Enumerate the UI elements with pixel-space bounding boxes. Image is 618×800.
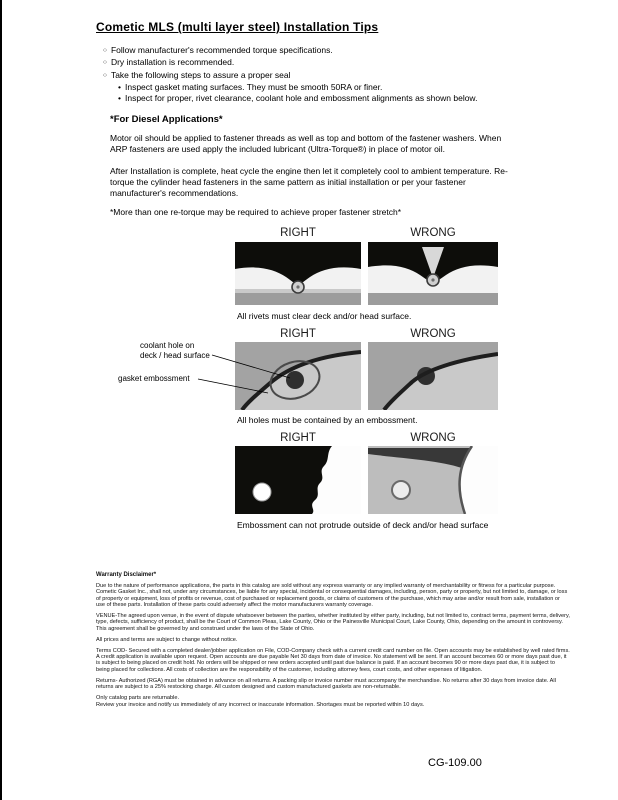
- legal-paragraph: VENUE-The agreed upon venue, in the event of dispute whatsoever between the parties, whether instituted by either party, including, but not limited to, contract terms, payment terms, delivery, type, defects, sufficiency of product, shall be the Court of Common Pleas, Lake County, Ohio or the Painesville Municipal Court, Lake County, Ohio, depending on the amount in controversy. This agreement shall be governed by and construed under the laws of the State of Ohio.: [96, 613, 570, 632]
- embossment-protrude-right-illustration: [235, 446, 361, 514]
- tip-text: Dry installation is recommended.: [110, 57, 235, 68]
- warranty-disclaimer-heading: Warranty Disclaimer*: [96, 572, 157, 578]
- wrong-label-row3: WRONG: [410, 432, 456, 444]
- diesel-paragraph-1: Motor oil should be applied to fastener threads as well as top and bottom of the fastener washers. When ARP fasteners are used apply the included lubricant (Ultra-Torque®) in place of motor oil.: [110, 133, 502, 154]
- diagram-rivet-right-image: [235, 242, 361, 305]
- legal-paragraph: Review your invoice and notify us immediately of any incorrect or inaccurate information. Shortages must be reported within 10 days.: [96, 702, 425, 708]
- annotation-line: deck / head surface: [140, 351, 210, 360]
- diagram-hole-wrong-image: [368, 342, 498, 410]
- retorque-note: *More than one re-torque may be required to achieve proper fastener stretch*: [110, 207, 402, 217]
- legal-paragraph: Terms COD- Secured with a completed dealer/jobber application on File, COD-Company check with a current credit card number on file. Open accounts may be established by well rated firms. A credit application is available upon request. Open accounts are due payable Net 30 days from date of invoice. No statement will be sent. If an account becomes 60 or more days past due, it is subject to being placed on credit hold. No orders will be shipped or new orders accepted until past due balance is paid. If an account becomes 90 or more days past due, it is subject to being placed for collections. All costs of collection are the responsibility of the customer, including attorney fees, court costs, and other expenses of litigation.: [96, 647, 570, 673]
- tip-text: Inspect gasket mating surfaces. They must be smooth 50RA or finer.: [124, 81, 383, 92]
- caption-holes: All holes must be contained by an embossment.: [237, 415, 418, 425]
- legal-section: [96, 572, 570, 713]
- page-title: Cometic MLS (multi layer steel) Installation Tips: [96, 20, 379, 34]
- rivet-clear-wrong-illustration: [368, 242, 498, 305]
- tip-sub-item: [118, 93, 583, 104]
- tip-item: [103, 45, 583, 57]
- diagram-protrude-right-image: [235, 446, 361, 514]
- diagram-rivet-wrong-image: [368, 242, 498, 305]
- legal-paragraph: Only catalog parts are returnable.: [96, 695, 180, 702]
- caption-rivets: All rivets must clear deck and/or head surface.: [237, 311, 412, 321]
- wrong-label-row2: WRONG: [410, 328, 456, 340]
- tip-item: [103, 57, 583, 69]
- diesel-applications-heading: *For Diesel Applications*: [110, 114, 223, 125]
- legal-paragraph: All prices and terms are subject to change without notice.: [96, 636, 238, 643]
- diagram-section: [0, 225, 618, 555]
- caption-protrude: Embossment can not protrude outside of deck and/or head surface: [237, 520, 489, 530]
- legal-paragraph: Returns- Authorized (RGA) must be obtained in advance on all returns. A packing slip or invoice number must accompany the merchandise. No returns after 30 days from invoice date. All returns are subject to a 25% restocking charge. All custom designed and custom manufactured gaskets are non-returnable.: [96, 677, 556, 691]
- tip-text: Follow manufacturer's recommended torque specifications.: [110, 45, 333, 55]
- right-label-row1: RIGHT: [280, 227, 316, 239]
- annotation-gasket-embossment: gasket embossment: [118, 374, 190, 383]
- legal-paragraph: Due to the nature of performance applications, the parts in this catalog are sold without any express warranty or any implied warranty of merchantability or fitness for a particular purpose. Cometic Gasket Inc., shall not, under any circumstances, be liable for any special, incidental or consequential damages, including, person, party or property, but not limited to, damage, or loss of property or equipment, loss of profits or revenue, cost of purchased or replacement goods, or claims of customers of the purchase, which may arise and/or result from sale, installation or use of these parts. Installation of these parts could adversely affect the motor manufacturers warranty coverage.: [96, 582, 568, 609]
- installation-tips-list: [103, 45, 583, 104]
- embossment-protrude-wrong-illustration: [368, 446, 498, 514]
- annotation-line: coolant hole on: [140, 341, 195, 350]
- right-label-row2: RIGHT: [280, 328, 316, 340]
- diesel-paragraph-2: After Installation is complete, heat cycle the engine then let it completely cool to ambient temperature. Re-torque the cylinder head fasteners in the same pattern as initial installation or per your fastener manufacturer's recommendations.: [110, 166, 508, 198]
- tip-text: Take the following steps to assure a proper seal: [110, 69, 291, 80]
- hole-embossment-right-illustration: [235, 342, 361, 410]
- page-code: CG-109.00: [428, 757, 482, 769]
- rivet-clear-right-illustration: [235, 242, 361, 305]
- diagram-protrude-wrong-image: [368, 446, 498, 514]
- wrong-label-row1: WRONG: [410, 227, 456, 239]
- tip-text: Inspect for proper, rivet clearance, coolant hole and embossment alignments as shown below.: [124, 93, 478, 104]
- right-label-row3: RIGHT: [280, 432, 316, 444]
- hole-embossment-wrong-illustration: [368, 342, 498, 410]
- annotation-coolant-hole: [140, 341, 210, 361]
- diagram-hole-right-image: [235, 342, 361, 410]
- tip-sub-item: [118, 82, 583, 93]
- tip-item: [103, 70, 583, 82]
